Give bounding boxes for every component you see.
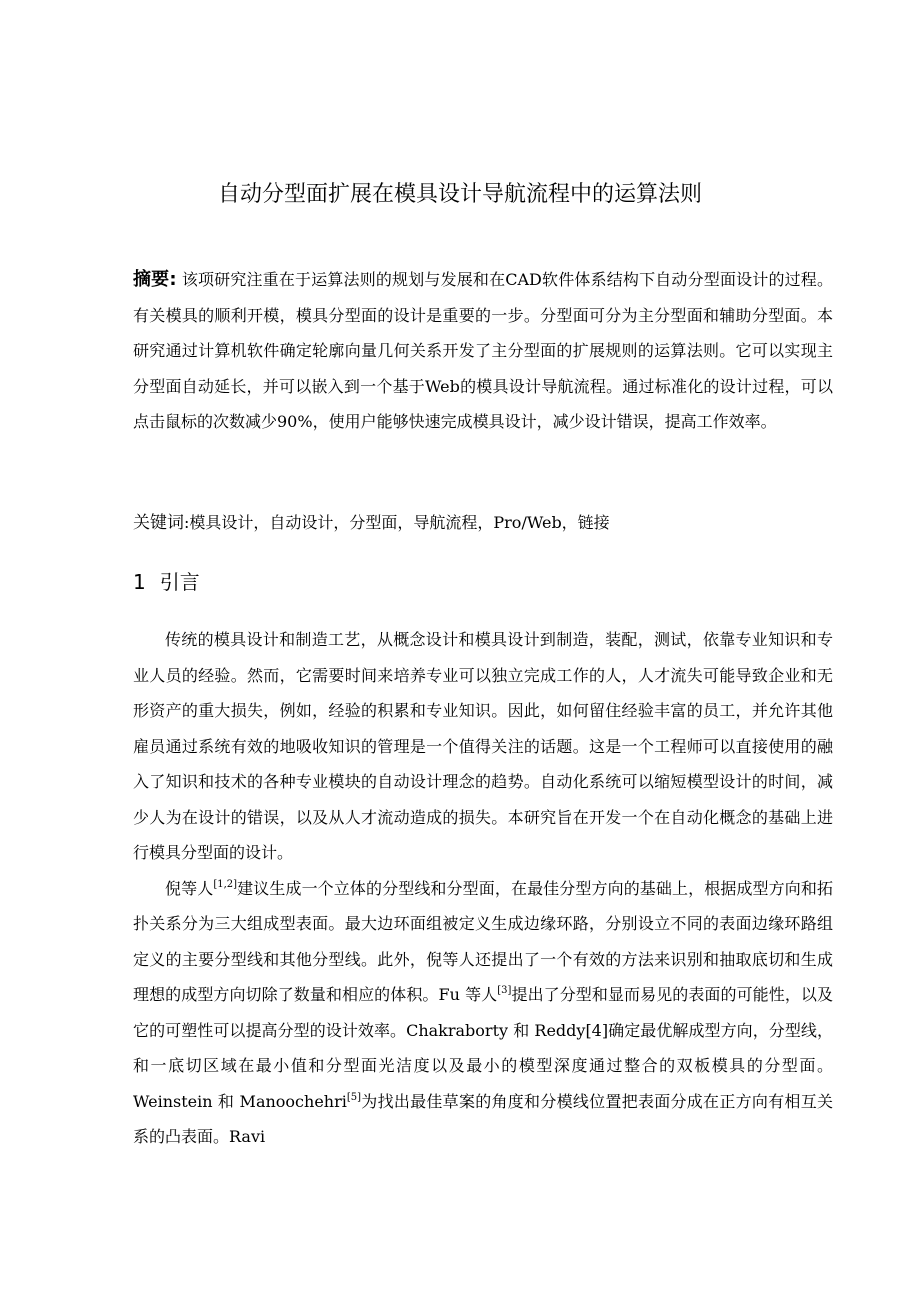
paragraph-2-part-a: 倪等人 bbox=[165, 878, 214, 898]
abstract-text: 该项研究注重在于运算法则的规划与发展和在CAD软件体系结构下自动分型面设计的过程。有关模具的顺利开模，模具分型面的设计是重要的一步。分型面可分为主分型面和辅助分型面。本研究通过计算机软件确定轮廓向量几何关系开发了主分型面的扩展规则的运算法则。它可以实现主分型面自动延长，并可以嵌入到一个基于Web的模具设计导航流程。通过标准化的设计过程，可以点击鼠标的次数减少90%，使用户能够快速完成模具设计，减少设计错误，提高工作效率。 bbox=[133, 270, 833, 431]
keywords-label: 关键词 bbox=[133, 513, 184, 533]
citation-1-2: [1,2] bbox=[213, 878, 238, 890]
keywords bbox=[133, 505, 833, 542]
section-heading bbox=[133, 565, 200, 599]
paragraph-1: 传统的模具设计和制造工艺，从概念设计和模具设计到制造，装配，测试，依靠专业知识和专业人员的经验。然而，它需要时间来培养专业可以独立完成工作的人，人才流失可能导致企业和无形资产的重大损失，例如，经验的积累和专业知识。因此，如何留住经验丰富的员工，并允许其他雇员通过系统有效的地吸收知识的管理是一个值得关注的话题。这是一个工程师可以直接使用的融入了知识和技术的各种专业模块的自动设计理念的趋势。自动化系统可以缩短模型设计的时间，减少人为在设计的错误，以及从人才流动造成的损失。本研究旨在开发一个在自动化概念的基础上进行模具分型面的设计。 bbox=[133, 630, 833, 862]
paper-title: 自动分型面扩展在模具设计导航流程中的运算法则 bbox=[217, 182, 702, 207]
body-text bbox=[133, 622, 833, 1155]
paragraph-2-part-d: 为找出最佳草案的角度和分模线位置把表面分成在正方向有相互关系的凸表面。Ravi bbox=[133, 1091, 833, 1146]
paragraph-2 bbox=[133, 871, 833, 1155]
citation-5: [5] bbox=[346, 1091, 362, 1103]
section-title: 引言 bbox=[159, 570, 200, 594]
citation-3: [3] bbox=[497, 985, 512, 996]
abstract bbox=[133, 262, 833, 440]
abstract-label: 摘要: bbox=[133, 269, 177, 290]
paragraph-2-part-c: 提出了分型和显而易见的表面的可能性，以及它的可塑性可以提高分型的设计效率。Chakraborty 和 Reddy[4]确定最优解成型方向，分型线，和一底切区域在最小值和分型面光洁度以及最小的模型深度通过整合的双板模具的分型面。Weinstein 和 Manoochehri bbox=[133, 985, 833, 1111]
paragraph-2-part-b: 建议生成一个立体的分型线和分型面，在最佳分型方向的基础上，根据成型方向和拓扑关系分为三大组成型表面。最大边环面组被定义生成边缘环路，分别设立不同的表面边缘环路组定义的主要分型线和其他分型线。此外，倪等人还提出了一个有效的方法来识别和抽取底切和生成理想的成型方向切除了数量和相应的体积。Fu 等人 bbox=[133, 878, 833, 1004]
keywords-text: :模具设计，自动设计，分型面，导航流程，Pro/Web，链接 bbox=[184, 513, 610, 532]
section-number: 1 bbox=[133, 570, 146, 594]
